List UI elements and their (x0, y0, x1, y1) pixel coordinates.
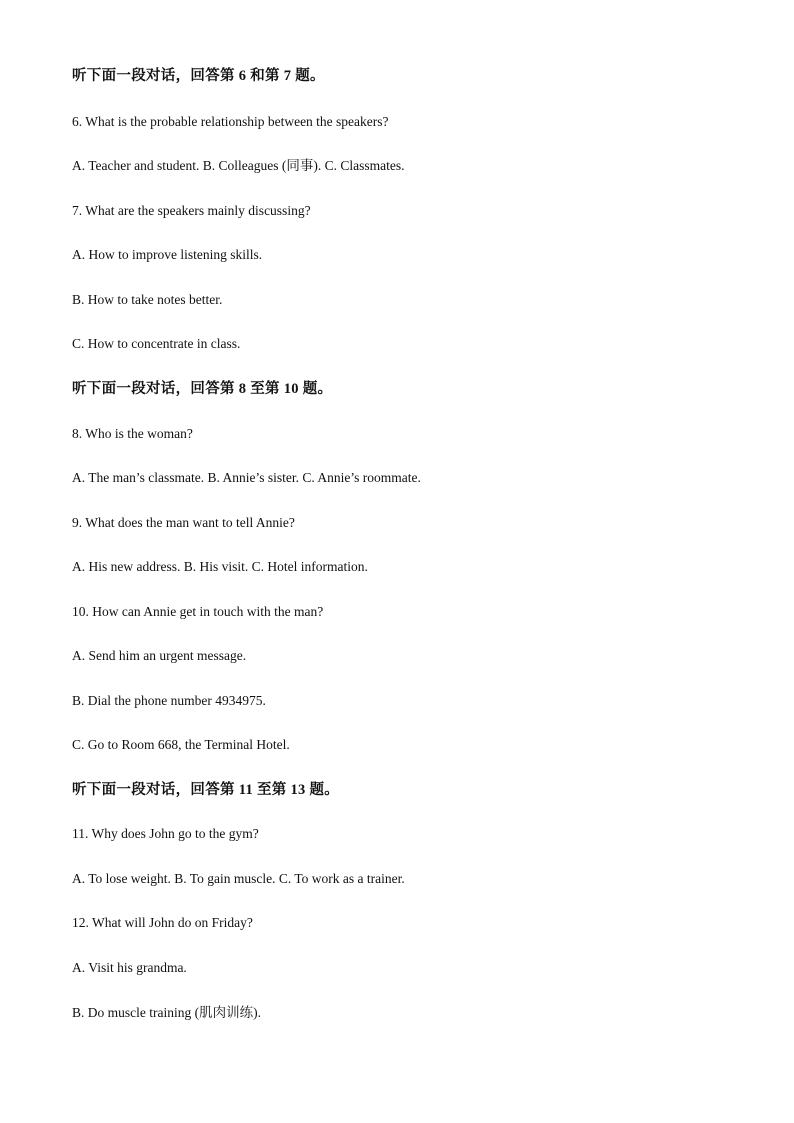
question-6-options: A. Teacher and student. B. Colleagues (同事). C. Classmates. (72, 158, 405, 173)
question-7: 7. What are the speakers mainly discussing? (72, 203, 311, 218)
section-heading-6-7: 听下面一段对话，回答第 6 和第 7 题。 (72, 68, 325, 84)
question-12: 12. What will John do on Friday? (72, 915, 253, 930)
question-10-option-a: A. Send him an urgent message. (72, 648, 247, 663)
question-7-option-c: C. How to concentrate in class. (72, 336, 241, 351)
section-heading-8-10: 听下面一段对话，回答第 8 至第 10 题。 (72, 381, 333, 397)
section-heading-11-13: 听下面一段对话，回答第 11 至第 13 题。 (72, 782, 340, 798)
question-9: 9. What does the man want to tell Annie? (72, 515, 295, 530)
question-7-option-b: B. How to take notes better. (72, 292, 223, 307)
question-10-option-c: C. Go to Room 668, the Terminal Hotel. (72, 737, 290, 752)
question-10: 10. How can Annie get in touch with the man? (72, 604, 324, 619)
question-7-option-a: A. How to improve listening skills. (72, 247, 263, 262)
question-11: 11. Why does John go to the gym? (72, 826, 259, 841)
question-8: 8. Who is the woman? (72, 426, 193, 441)
question-11-options: A. To lose weight. B. To gain muscle. C. To work as a trainer. (72, 871, 405, 886)
question-12-option-b: B. Do muscle training (肌肉训练). (72, 1005, 261, 1020)
question-8-options: A. The man’s classmate. B. Annie’s sister. C. Annie’s roommate. (72, 470, 421, 485)
question-10-option-b: B. Dial the phone number 4934975. (72, 693, 266, 708)
question-12-option-a: A. Visit his grandma. (72, 960, 187, 975)
question-9-options: A. His new address. B. His visit. C. Hotel information. (72, 559, 368, 574)
question-6: 6. What is the probable relationship between the speakers? (72, 114, 389, 129)
